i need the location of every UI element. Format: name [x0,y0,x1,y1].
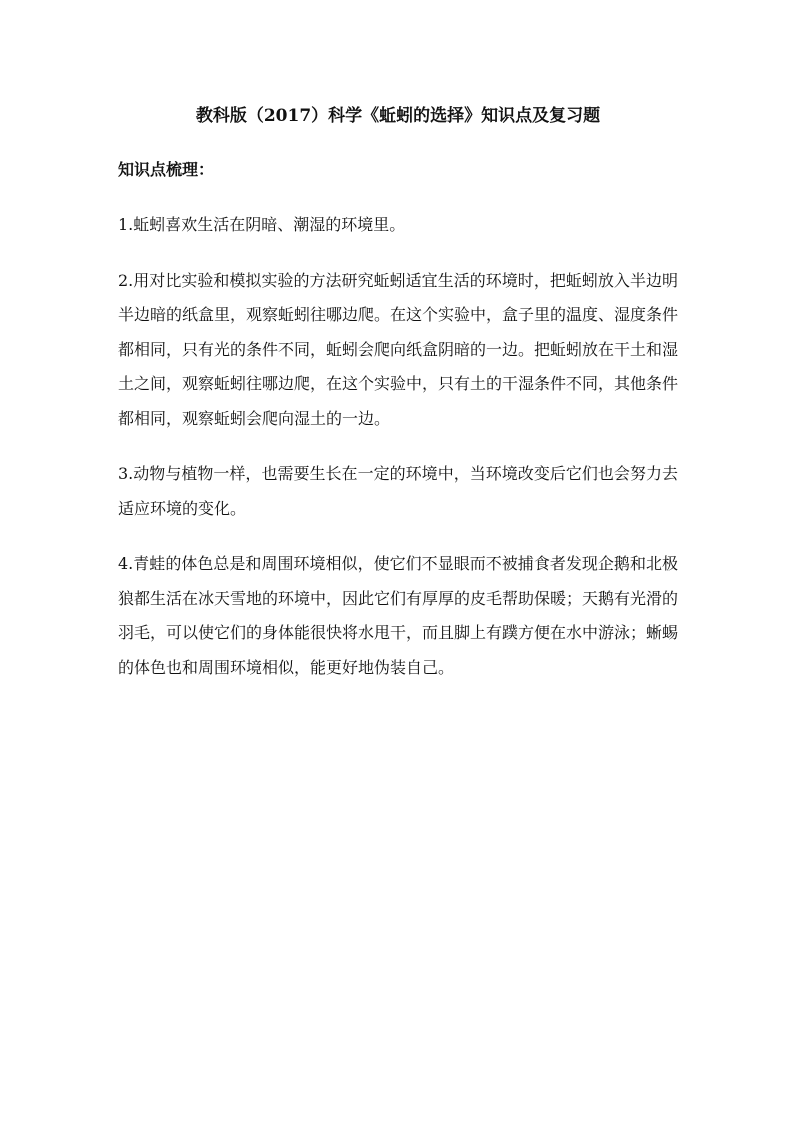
paragraph-1: 1.蚯蚓喜欢生活在阴暗、潮湿的环境里。 [118,215,406,234]
document-title: 教科版（2017）科学《蚯蚓的选择》知识点及复习题 [195,106,601,126]
paragraph-4: 4.青蛙的体色总是和周围环境相似，使它们不显眼而不被捕食者发现企鹅和北极狼都生活在冰天雪地的环境中，因此它们有厚厚的皮毛帮助保暖；天鹅有光滑的羽毛，可以使它们的身体能很快将水甩干，而且脚上有蹼方便在水中游泳；蜥蜴的体色也和周围环境相似，能更好地伪装自己。 [118,554,679,677]
document-page [118,98,678,706]
paragraph-3: 3.动物与植物一样，也需要生长在一定的环境中，当环境改变后它们也会努力去适应环境的变化。 [118,464,678,518]
section-heading: 知识点梳理： [118,160,215,179]
paragraph-2: 2.用对比实验和模拟实验的方法研究蚯蚓适宜生活的环境时，把蚯蚓放入半边明半边暗的纸盒里，观察蚯蚓往哪边爬。在这个实验中，盒子里的温度、湿度条件都相同，只有光的条件不同，蚯蚓会爬向纸盒阴暗的一边。把蚯蚓放在干土和湿土之间，观察蚯蚓往哪边爬，在这个实验中，只有土的干湿条件不同，其他条件都相同，观察蚯蚓会爬向湿土的一边。 [118,270,679,428]
